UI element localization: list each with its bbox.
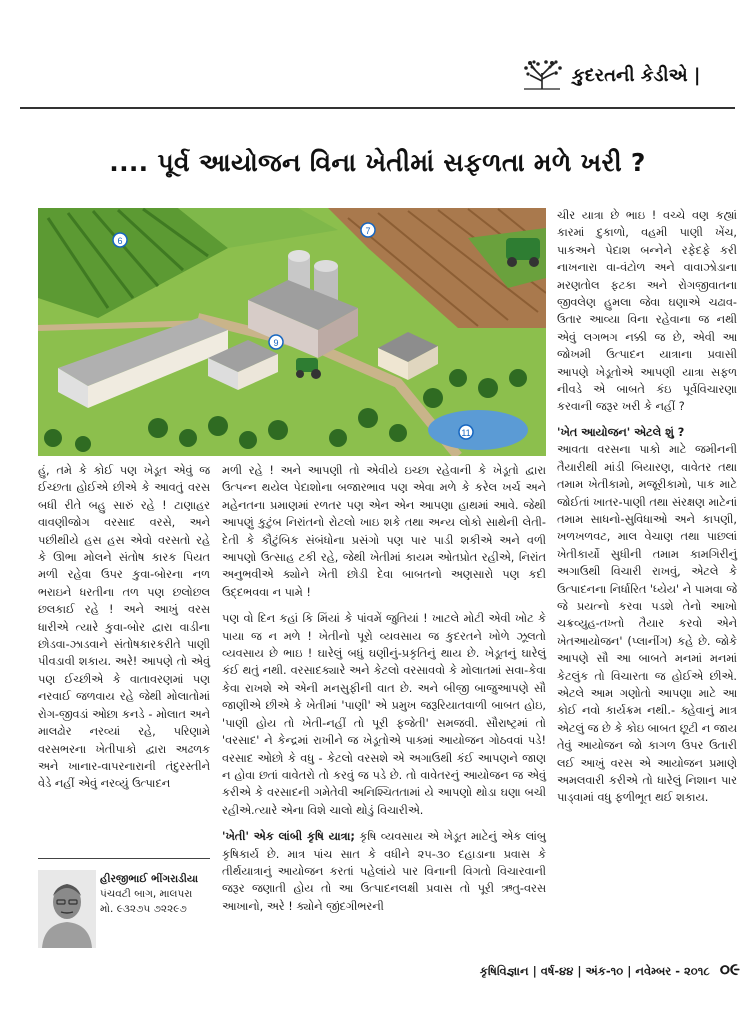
column-2-paragraph-1: મળી રહે ! અને આપણી તો એવીયે ઇચ્છા રહેવાની કે ખેડૂતો દ્વારા ઉત્પન્ન થયેલ પેદાશોના બજારભાવ પણ એવા મળે કે કરેલ ખર્ચ અને મહેનતના પ્રમાણમાં રળતર પણ એન એન આપણા હાથમાં આવે. જેથી આપણું કુટુંબ નિરાંતનો રોટલો ખાઇ શકે તથા અન્ય લોકો સાથેની લેતી-દેતી કે કૌટુંબિક સંબંધોના પ્રસંગો પણ પાર પાડી શકીએ અને વળી આપણો ઉત્સાહ ટકી રહે, જેથી ખેતીમાં કાયમ ઓતપ્રોત રહીએ, નિરાંત અનુભવીએ ક્યોને ખેતી છોડી દેવા બાબતનો અણસારો પણ કદી ઉદ્દભવવા ન પામે ! (222, 464, 546, 599)
marker-label: 6 (117, 236, 123, 246)
subheading: 'ખેત આયોજન' એટલે શું ? (557, 425, 685, 439)
column-1-text: હું, તમે કે કોઈ પણ ખેડૂત એવું જ ઈચ્છતા હોઈએ છીએ કે આવતું વરસ બધી રીતે બહુ સારું રહે ! ટાણાહર વાવણીજોગ વરસાદ વરસે, અને પછીથીયે હસ હસ એવો વરસતો રહે કે ઊભા મોલને સંતોષ કારક પિયત મળી રહેવા ઉપર કુવા-બોરના નળ ભરાઇને ધરતીના તળ પણ છલોછલ છલકાઈ રહે ! અને આખું વરસ ધારીએ ત્યારે કુવા-બોર દ્વારા વાડીના છોડવા-ઝાડવાને સંતોષકારકરીતે પાણી પીવડાવી શકાય. અરે! આપણે તો એવું પણ ઈચ્છીએ કે વાતાવરણમાં પણ નરવાઈ જળવાય રહે જેથી મોલાતોમાં રોગ-જીવડાં ઓછા કનડે - મોલાત અને માલઢોર નરવ્યાં રહે, પરિણામે વરસભરના ખેતીપાકો દ્વારા અઢળક અને ખાનાર-વાપરનારાની તંદુરસ્તીને વેડે નહીં એવું નરવ્યું ઉત્પાદન (38, 464, 210, 791)
section-label: કુદરતની કેડીએ | (572, 64, 701, 86)
author-box (38, 870, 210, 952)
column-2-paragraph-2: પણ વો દિન કહાં કિ મિંયાં કે પાંવમેં જુતિયાં ! ખાટલે મોટી એવી ખોટ કે પાયા જ ન મળે ! ખેતીનો પૂરો વ્યવસાય જ કુદરતને ખોળે ઝૂલતો વ્યવસાય છે ભાઇ ! ઘારેલું બધું ઘણીનું-પ્રકૃતિનું થાય છે. ખેડૂતનું ઘારેલું કંઈ થતું નથી. વરસાદક્યારે અને કેટલો વરસાવવો કે મોલાતમાં સવા-કેવા કેવા રાખશે એ એની મનસુફીની વાત છે. અને બીજી બાજુઆપણે સૌ જાણીએ છીએ કે ખેતીમાં 'પાણી' એ પ્રમુખ જરૂરિયાતવાળી બાબત હોઇ, 'પાણી હોય તો ખેતી-નહીં તો પૂરી ફજેતી' સમજવી. સૌરાષ્ટ્રમાં તો 'વરસાદ' ને કેન્દ્રમાં રાખીને જ ખેડૂતોએ પાક્માં આયોજન ગોઠવવાં પડે! વરસાદ ઓછો કે વધુ - કેટલો વરસશે એ અગાઉથી કંઈ આપણને જાણ ન હોવા છતાં વાવેતરો તો કરવું જ પડે છે. તો વાવેતરનું આયોજન જ એવું કરીએ કે વરસાદની ગમેતેવી અનિશ્ચિતતામાં યે આપણો થોડા ઘણા બચી રહીએ.ત્યારે એના વિશે ચાલો થોડું વિચારીએ. (222, 612, 546, 817)
author-photo (38, 870, 96, 948)
author-name: હીરજીભાઈ ભીંગરાડીયા (100, 873, 199, 885)
author-address: પંચવટી બાગ, માલપરા (100, 888, 193, 900)
author-info (100, 872, 212, 917)
column-2 (222, 462, 546, 924)
author-phone: મો. ૯૩૨૭૫ ૭૨૨૯૭ (100, 903, 187, 915)
footer-publication: કૃષિવિજ્ઞાન | વર્ષ-૪૪ | અંક-૧૦ | નવેમ્બર - ૨૦૧૮ (479, 964, 710, 978)
column-3 (557, 207, 737, 807)
tree-icon (520, 59, 564, 91)
page-number: ૦૯ (719, 960, 740, 980)
column-2-paragraph-3 (222, 828, 546, 915)
column-3-paragraph-2: આવતા વરસના પાકો માટે જમીનની તૈયારીથી માંડી બિયારણ, વાવેતર તથા તમામ ખેતીકામો, મજૂરીકામો, પાક માટે જોઈતાં ખાતર-પાણી તથા સંરક્ષણ માટેનાં તમામ સાધનો-સુવિધાઓ અને કાપણી, ખળખળવટ, માલ વેચાણ તથા પાછલાં ખેતીકાર્યો સુધીની તમામ કામગિરીનું અગાઉથી વિચારી રાખવું, એટલે કે ઉત્પાદનના નિર્ધારિત 'ધ્યેય' ને પામવા જે જે પ્રયત્નો કરવા પડશે તેનો આખો ચક્રવ્યુહ-તખ્તો તૈયાર કરવો એને ખેતઆયોજન' (પ્લાનીંગ) કહે છે. જોકે આપણે સૌ આ બાબતે મનમાં મનમાં કેટલુંક તો વિચારતા જ હોઈએ છીએ. એટલે આમ ગણોતો આપણા માટે આ કોઈ નવો કાર્યક્રમ નથી.- ક્હેવાનું માત્ર એટલું જ છે કે કોઇ બાબત છૂટી ન જાય તેવું આયોજન જો કાગળ ઉપર ઉતારી લઈ આખું વરસ એ આયોજન પ્રમાણે અમલવારી કરીએ તો ધારેલું નિશાન પાર પાડ્વામાં વધુ ફળીભૂત થઈ શકાય. (557, 443, 737, 805)
marker-label: 7 (365, 226, 371, 236)
header-rule (20, 107, 735, 109)
farm-illustration (38, 208, 546, 456)
section-tag (520, 58, 745, 92)
column-1 (38, 462, 210, 793)
marker-label: 9 (273, 338, 279, 348)
page-footer (380, 960, 740, 980)
column-3-paragraph-1: ચીર યાત્રા છે ભાઇ ! વચ્ચે વણ કહ્યાં કારમાં દુકાળો, વહમી પાણી ખેંચ, પાકઅને પેદાશ બન્નેને રફેદફે કરી નાખનારા વા-વંટોળ અને વાવાઝોડાના મરણતોલ ફટકા અને રોગજીવાતના જીવલેણ હુમલા જેવા ઘણાએ ચઢાવ-ઉતાર આવ્યા વિના રહેવાના જ નથી એવું લગભગ નક્કી જ છે, એવી આ જોખમી ઉત્પાદન યાત્રાના પ્રવાસી આપણે ખેડૂતોએ આપણી યાત્રા સફળ નીવડે એ બાબતે કંઇ પૂર્વવિચારણા કરવાની જરૂર ખરી કે નહીં ? (557, 209, 737, 414)
paragraph-body: કૃષિ વ્યવસાય એ ખેડૂત માટેનું એક લાંબુ કૃષિકાર્ય છે. માત્ર પાંચ સાત કે વધીને ૨૫-૩૦ દહાડાના પ્રવાસ કે તીર્થયાત્રાનું આયોજન કરતાં પહેલાંયે પાર વિનાની વિગતો વિચારવાની જરૂર જણાતી હોય તો આ ઉત્પાદનલક્ષી પ્રવાસ તો પૂરી ઋતુ-વરસ આખાનો, અરે ! ક્યોને જીંદગીભરની (222, 830, 546, 913)
author-divider (38, 858, 210, 859)
marker-label: 11 (461, 428, 471, 438)
article-title: .... પૂર્વ આયોજન વિના ખેતીમાં સફળતા મળે ખરી ? (109, 148, 646, 177)
paragraph-lead: 'ખેતી' એક લાંબી કૃષિ યાત્રા; (222, 830, 355, 844)
